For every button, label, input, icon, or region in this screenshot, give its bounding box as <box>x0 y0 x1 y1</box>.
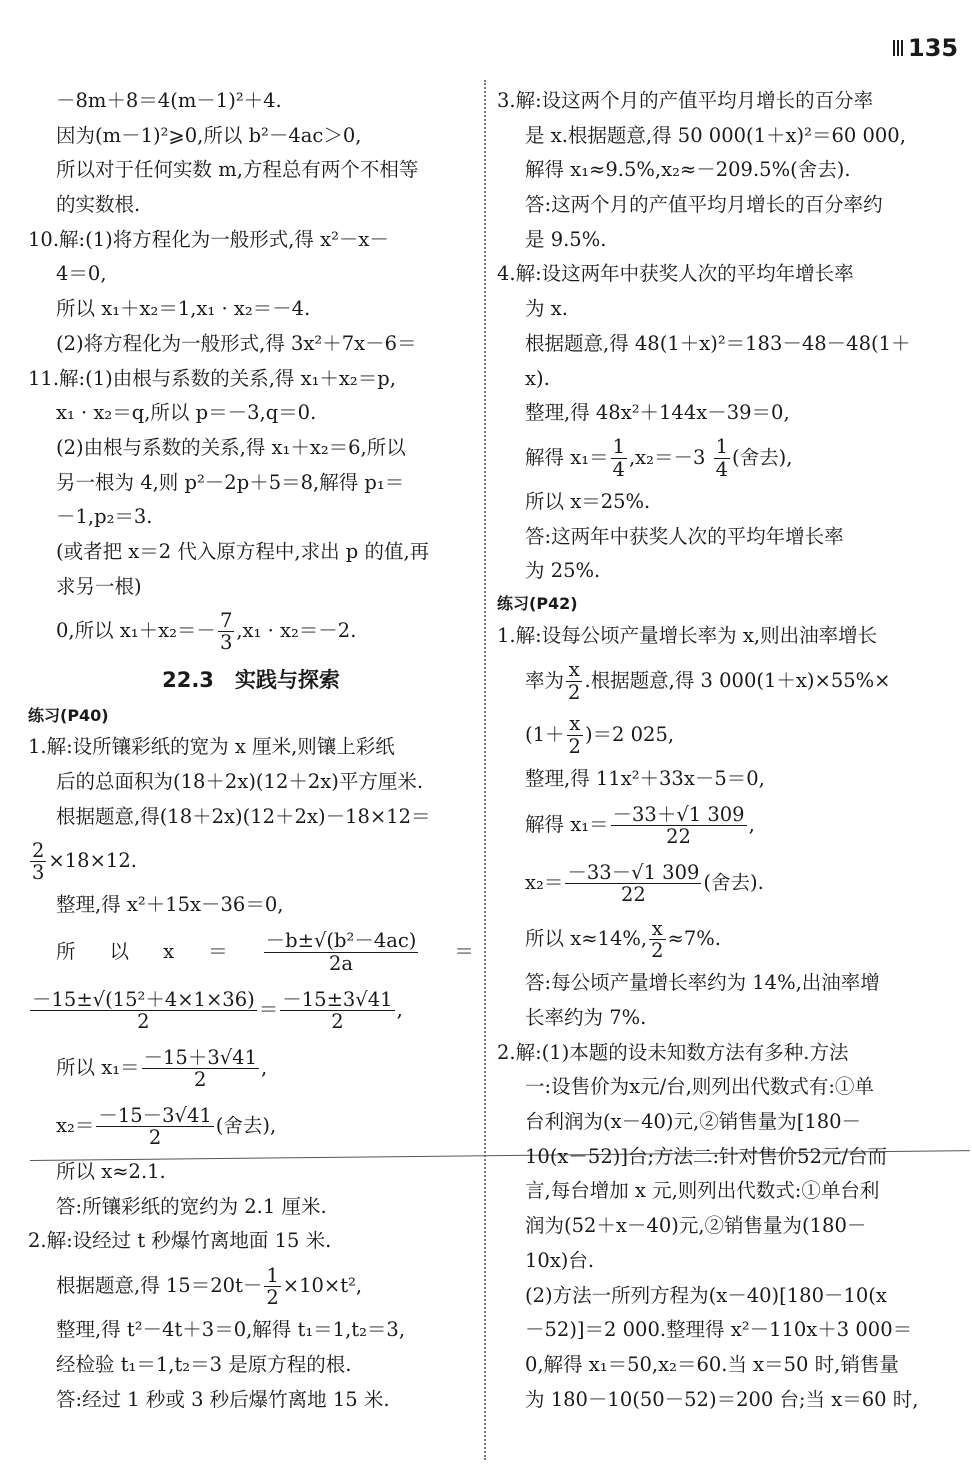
text-line: 是 x.根据题意,得 50 000(1＋x)²＝60 000, <box>525 123 906 147</box>
text-segment: 以 <box>109 940 130 964</box>
fraction <box>714 436 730 480</box>
text-segment: )＝2 025, <box>584 722 675 746</box>
text-line: 后的总面积为(18＋2x)(12＋2x)平方厘米. <box>56 770 424 793</box>
text-line: －1,p₂＝3. <box>56 505 153 529</box>
numerator: 7 <box>219 608 233 632</box>
text-line: 所以 x₁＋x₂＝1,x₁ · x₂＝－4. <box>56 297 311 321</box>
fraction <box>218 610 234 654</box>
denominator: 3 <box>219 631 233 655</box>
text-line: 0,解得 x₁＝50,x₂＝60.当 x＝50 时,销售量 <box>525 1352 899 1376</box>
text-segment: 所以 x≈14%, <box>525 927 648 951</box>
text-line: 言,每台增加 x 元,则列出代数式:①单台利 <box>525 1179 880 1203</box>
text-line: 3.解:设这两个月的产值平均月增长的百分率 <box>497 89 874 112</box>
text-segment: ＝ <box>454 940 474 964</box>
text-segment: 解得 x₁＝ <box>525 813 609 837</box>
numerator: 1 <box>266 1263 279 1287</box>
text-line: 是 9.5%. <box>525 227 607 251</box>
text-segment: , <box>260 1056 268 1080</box>
right-column <box>497 84 947 1417</box>
text-line: (2)由根与系数的关系,得 x₁＋x₂＝6,所以 <box>56 435 406 459</box>
fraction <box>96 1105 213 1149</box>
exercise-label: 练习(P42) <box>497 593 578 613</box>
section-title: 22.3 实践与探索 <box>162 668 340 693</box>
column-divider <box>484 80 486 1460</box>
equation-line <box>497 796 947 854</box>
text-segment: 所以 x₁＝ <box>56 1056 140 1080</box>
fraction <box>649 918 665 962</box>
left-column <box>28 84 474 1417</box>
text-segment: ＝ <box>208 940 228 964</box>
text-line: 2.解:设经过 t 秒爆竹离地面 15 米. <box>28 1229 332 1253</box>
text-line: 4＝0, <box>56 262 107 286</box>
text-line: 根据题意,得(18＋2x)(12＋2x)－18×12＝ <box>56 804 431 828</box>
text-line: 所以对于任何实数 m,方程总有两个不相等 <box>56 158 419 182</box>
text-line: 润为(52＋x－40)元,②销售量为(180－ <box>525 1214 867 1238</box>
right-block-1 <box>497 84 947 431</box>
denominator: 4 <box>612 457 625 481</box>
denominator: 2 <box>651 939 664 963</box>
numerator: 2 <box>32 838 45 862</box>
text-segment: 所 <box>56 940 76 964</box>
numerator: －33＋√1 309 <box>612 802 745 826</box>
text-segment: (舍去). <box>703 871 764 895</box>
text-line: 整理,得 t²－4t＋3＝0,解得 t₁＝1,t₂＝3, <box>56 1318 406 1342</box>
text-line: 答:每公顷产量增长率约为 14%,出油率增 <box>525 971 880 995</box>
numerator: －15±√(15²＋4×1×36) <box>32 987 255 1011</box>
text-line: 长率约为 7%. <box>525 1006 647 1029</box>
text-line: 因为(m－1)²⩾0,所以 b²－4ac＞0, <box>56 123 362 147</box>
fraction <box>142 1047 259 1091</box>
equation-line <box>497 854 947 912</box>
fraction <box>264 930 419 974</box>
text-line: 根据题意,得 48(1＋x)²＝183－48－48(1＋ <box>525 331 911 355</box>
text-line: x₁ · x₂＝q,所以 p＝－3,q＝0. <box>56 401 317 425</box>
text-segment: ×10×t², <box>282 1274 363 1298</box>
equation-line <box>497 431 947 485</box>
denominator: 2a <box>329 951 354 975</box>
equation-line <box>497 654 947 708</box>
denominator: 4 <box>715 457 728 481</box>
numerator: －15±3√41 <box>282 987 393 1011</box>
equation-line <box>28 981 474 1039</box>
text-line: x). <box>525 366 550 390</box>
text-line: 10x)台. <box>525 1248 595 1272</box>
denominator: 22 <box>666 825 691 849</box>
text-line: 所以 x＝25%. <box>525 489 651 513</box>
text-line: 求另一根) <box>56 574 142 598</box>
text-segment: , <box>396 998 403 1022</box>
text-segment: ,x₂＝－3 <box>628 445 712 469</box>
text-line: 答:所镶彩纸的宽约为 2.1 厘米. <box>56 1194 327 1218</box>
text-segment: x₂＝ <box>525 871 564 895</box>
text-line: 答:经过 1 秒或 3 秒后爆竹离地 15 米. <box>56 1387 390 1411</box>
equation-line <box>28 1039 474 1097</box>
denominator: 2 <box>148 1126 162 1150</box>
fraction <box>567 713 583 757</box>
fraction <box>566 659 582 703</box>
text-line: 整理,得 x²＋15x－36＝0, <box>56 893 284 917</box>
fraction <box>611 804 747 848</box>
text-segment: 率为 <box>525 668 565 692</box>
left-block-1 <box>28 84 474 604</box>
numerator: 1 <box>715 435 728 459</box>
text-line: 为 180－10(50－52)＝200 台;当 x＝60 时, <box>525 1387 919 1411</box>
text-line: 一:设售价为x元/台,则列出代数式有:①单 <box>525 1075 874 1099</box>
denominator: 2 <box>568 680 581 704</box>
text-segment: 0,所以 x₁＋x₂＝－ <box>56 619 216 643</box>
fraction <box>280 989 394 1033</box>
fraction <box>565 862 701 906</box>
text-segment: 根据题意,得 15＝20t－ <box>56 1274 263 1298</box>
numerator: x <box>567 713 583 735</box>
left-block-2 <box>28 730 474 834</box>
text-segment: (1＋ <box>525 722 565 746</box>
right-block-4 <box>497 966 947 1417</box>
page-number-marker <box>893 40 904 56</box>
text-line: 1.解:设每公顷产量增长率为 x,则出油率增长 <box>497 623 878 647</box>
equation-line <box>28 834 474 888</box>
text-line: (2)方法一所列方程为(x－40)[180－10(x <box>525 1283 887 1307</box>
right-block-2 <box>497 485 947 589</box>
text-line: 整理,得 11x²＋33x－5＝0, <box>525 766 765 790</box>
text-segment: .根据题意,得 3 000(1＋x)×55%× <box>584 668 891 692</box>
exercise-label: 练习(P40) <box>28 706 109 726</box>
text-line: 答:这两年中获奖人次的平均年增长率 <box>525 524 844 548</box>
denominator: 2 <box>331 1010 344 1034</box>
text-line: 台利润为(x－40)元,②销售量为[180－ <box>525 1110 862 1134</box>
numerator: －b±√(b²－4ac) <box>265 929 417 953</box>
text-line: 的实数根. <box>56 193 141 217</box>
text-segment: x₂＝ <box>56 1114 95 1138</box>
text-line: －52)]＝2 000.整理得 x²－110x＋3 000＝ <box>525 1318 913 1342</box>
numerator: －15－3√41 <box>98 1103 212 1127</box>
page-number: 135 <box>908 34 959 62</box>
numerator: －15＋3√41 <box>143 1045 257 1069</box>
text-line: 10.解:(1)将方程化为一般形式,得 x²－x－ <box>28 227 389 251</box>
left-fraction-line <box>28 604 474 658</box>
text-segment: ×18×12. <box>48 849 137 873</box>
text-line: 答:这两个月的产值平均月增长的百分率约 <box>525 193 883 217</box>
fraction <box>30 989 257 1033</box>
text-line: 2.解:(1)本题的设未知数方法有多种.方法 <box>497 1040 849 1064</box>
text-segment: x <box>163 940 175 964</box>
text-line: 4.解:设这两年中获奖人次的平均年增长率 <box>497 262 854 286</box>
text-line: 为 25%. <box>525 559 601 583</box>
text-line: 经检验 t₁＝1,t₂＝3 是原方程的根. <box>56 1352 352 1376</box>
denominator: 22 <box>620 883 646 907</box>
numerator: －33－√1 309 <box>567 860 700 884</box>
denominator: 2 <box>568 734 581 758</box>
numerator: x <box>649 918 665 940</box>
fraction <box>264 1265 280 1309</box>
text-segment: (舍去), <box>215 1114 277 1138</box>
text-line: (2)将方程化为一般形式,得 3x²＋7x－6＝ <box>56 331 417 355</box>
denominator: 2 <box>137 1010 150 1034</box>
numerator: x <box>566 659 582 681</box>
text-line: (或者把 x＝2 代入原方程中,求出 p 的值,再 <box>56 539 430 563</box>
equation-line <box>28 923 474 981</box>
denominator: 2 <box>194 1068 207 1092</box>
equation-line <box>28 1259 474 1313</box>
equation-line <box>497 912 947 966</box>
denominator: 2 <box>266 1286 279 1310</box>
text-line: 为 x. <box>525 297 568 321</box>
text-segment: ＝ <box>258 998 279 1022</box>
text-segment: , <box>748 813 755 837</box>
text-segment: ,x₁ · x₂＝－2. <box>236 619 357 643</box>
text-line: －8m＋8＝4(m－1)²＋4. <box>56 89 282 112</box>
right-block-3 <box>497 619 947 654</box>
text-line: 解得 x₁≈9.5%,x₂≈－209.5%(舍去). <box>525 158 851 182</box>
equation-line <box>28 1097 474 1155</box>
text-line: 另一根为 4,则 p²－2p＋5＝8,解得 p₁＝ <box>56 470 405 494</box>
denominator: 3 <box>32 861 45 885</box>
left-block-4 <box>28 1313 474 1417</box>
left-block-3 <box>28 1155 474 1259</box>
text-segment: (舍去), <box>731 445 793 469</box>
fraction <box>30 840 46 884</box>
text-line: 整理,得 48x²＋144x－39＝0, <box>525 401 790 425</box>
equation-line <box>497 708 947 762</box>
text-segment: 解得 x₁＝ <box>525 445 609 469</box>
text-line: 10(x－52)]台;方法二:针对售价52元/台而 <box>525 1144 887 1168</box>
text-segment: ≈7%. <box>667 927 721 951</box>
text-line: 11.解:(1)由根与系数的关系,得 x₁＋x₂＝p, <box>28 366 396 390</box>
fraction <box>611 436 627 480</box>
text-line: 所以 x≈2.1. <box>56 1160 166 1184</box>
text-line: 1.解:设所镶彩纸的宽为 x 厘米,则镶上彩纸 <box>28 735 395 759</box>
numerator: 1 <box>612 435 625 459</box>
